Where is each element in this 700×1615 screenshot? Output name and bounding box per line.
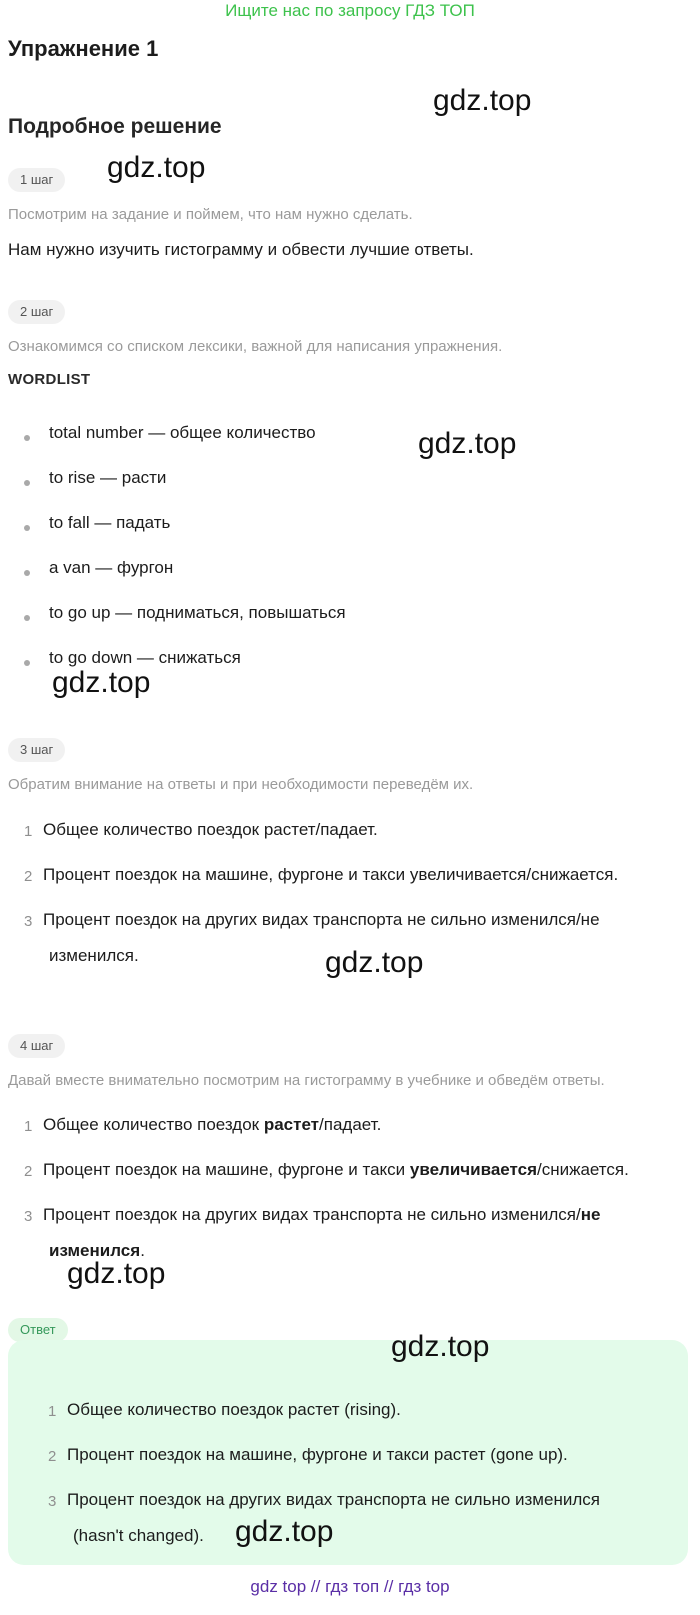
wordlist-heading: WORDLIST [8,371,91,388]
list-item: Процент поездок на машине, фургоне и такси увеличивается/снижается. [43,1160,629,1179]
watermark: gdz.top [418,427,517,460]
wordlist-item: to fall — падать [49,513,171,532]
answer-item: Процент поездок на других видах транспорта не сильно изменился [67,1490,600,1509]
step-hint: Обратим внимание на ответы и при необходимости переведём их. [8,776,474,793]
circled-answer: увеличивается [409,1160,537,1179]
watermark: gdz.top [107,151,206,184]
wordlist-item: total number — общее количество [49,423,316,442]
watermark: gdz.top [67,1257,166,1290]
answer-item: Процент поездок на машине, фургоне и такси растет (gone up). [67,1445,568,1464]
answer-item-continuation: (hasn't changed). [73,1526,204,1545]
list-item: Общее количество поездок растет/падает. [43,820,378,839]
bullet-dot [24,570,30,576]
wordlist-item: a van — фургон [49,558,174,577]
step-badge: 4 шаг [8,1034,65,1058]
list-number: 1 [48,1403,57,1420]
list-item-continuation: изменился. [49,946,139,965]
list-number: 1 [24,823,33,840]
list-number: 1 [24,1118,33,1135]
answer-item: Общее количество поездок растет (rising). [67,1400,401,1419]
circled-answer: растет [263,1115,320,1134]
watermark: gdz.top [391,1330,490,1363]
step-text: Нам нужно изучить гистограмму и обвести лучшие ответы. [8,240,474,259]
circled-answer: изменился [49,1241,141,1260]
page-title: Упражнение 1 [8,36,159,61]
step-badge: 2 шаг [8,300,65,324]
list-item: Процент поездок на других видах транспорта не сильно изменился/не [43,1205,601,1224]
bullet-dot [24,525,30,531]
list-item: Процент поездок на других видах транспорта не сильно изменился/не [43,910,600,929]
wordlist-item: to go up — подниматься, повышаться [49,603,346,622]
list-number: 2 [24,1163,33,1180]
wordlist-item: to rise — расти [49,468,167,487]
list-number: 3 [24,913,33,930]
bullet-dot [24,615,30,621]
list-number: 3 [48,1493,57,1510]
watermark: gdz.top [325,946,424,979]
bullet-dot [24,480,30,486]
circled-answer: не [580,1205,601,1224]
watermark: gdz.top [433,84,532,117]
bullet-dot [24,435,30,441]
list-item: Процент поездок на машине, фургоне и такси увеличивается/снижается. [43,865,619,884]
watermark: gdz.top [235,1515,334,1548]
step-hint: Ознакомимся со списком лексики, важной для написания упражнения. [8,338,503,355]
list-item: Общее количество поездок растет/падает. [43,1115,382,1134]
step-badge: 1 шаг [8,168,65,192]
wordlist-item: to go down — снижаться [49,648,241,667]
section-title: Подробное решение [8,115,222,138]
bullet-dot [24,660,30,666]
answer-badge: Ответ [8,1318,68,1342]
list-number: 3 [24,1208,33,1225]
step-badge: 3 шаг [8,738,65,762]
list-item-continuation: изменился. [49,1241,145,1260]
list-number: 2 [24,868,33,885]
step-hint: Посмотрим на задание и поймем, что нам нужно сделать. [8,206,413,223]
list-number: 2 [48,1448,57,1465]
step-hint: Давай вместе внимательно посмотрим на гистограмму в учебнике и обведём ответы. [8,1072,605,1089]
watermark: gdz.top [52,666,151,699]
search-banner[interactable]: Ищите нас по запросу ГДЗ ТОП [225,1,475,20]
footer-links[interactable]: gdz top // гдз топ // гдз top [250,1577,450,1596]
